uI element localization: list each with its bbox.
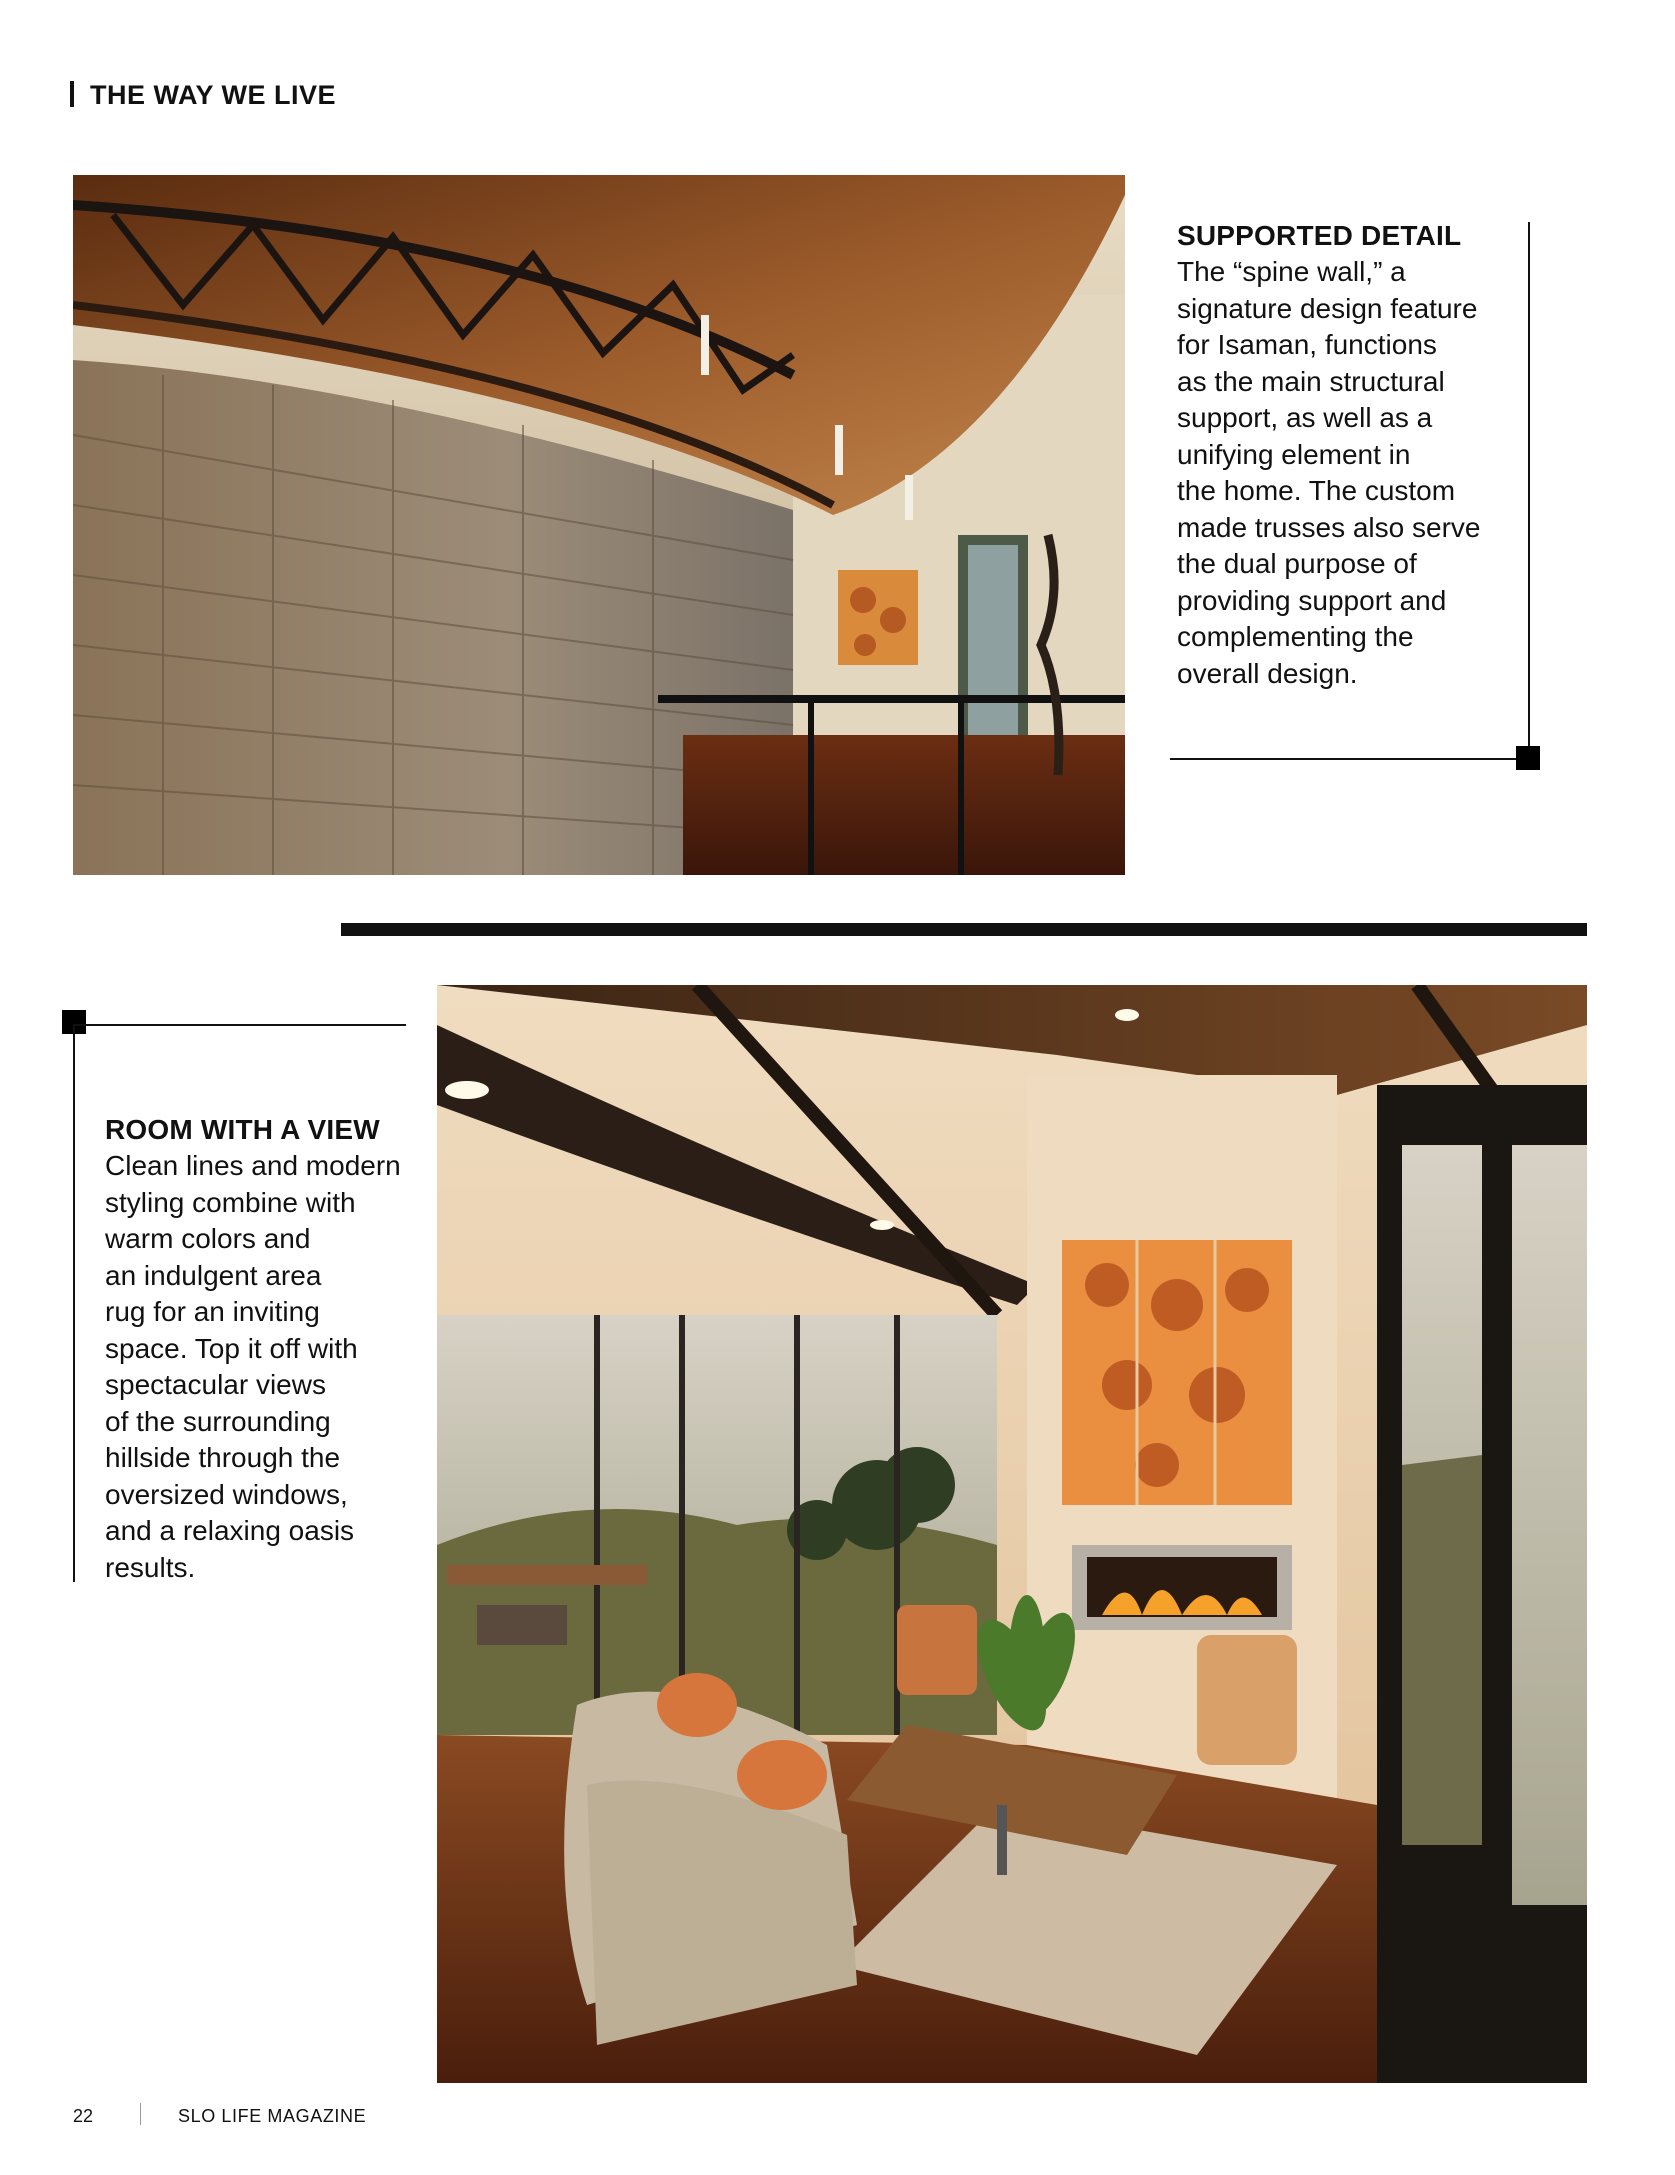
spine-wall-photo bbox=[73, 175, 1125, 875]
magazine-name: SLO LIFE MAGAZINE bbox=[178, 2106, 367, 2126]
caption-bracket-horizontal bbox=[1170, 758, 1530, 760]
bracket-square bbox=[1516, 746, 1540, 770]
section-divider bbox=[341, 923, 1587, 936]
caption-body: The “spine wall,” a signature design feature for Isaman, functions as the main structural support, as well as a unifying element in the home. The custom made trusses also serve the dual purpose of providing support and complementing the overall design. bbox=[1177, 256, 1481, 689]
caption-bracket-horizontal bbox=[74, 1024, 406, 1026]
caption-supported-detail bbox=[1177, 218, 1497, 692]
footer-divider bbox=[140, 2103, 141, 2125]
caption-room-with-a-view bbox=[105, 1112, 425, 1586]
section-title: THE WAY WE LIVE bbox=[90, 80, 337, 110]
caption-bracket-vertical bbox=[73, 1024, 75, 1582]
page-number: 22 bbox=[73, 2106, 94, 2126]
caption-title: SUPPORTED DETAIL bbox=[1177, 220, 1462, 251]
section-header bbox=[70, 80, 336, 111]
caption-title: ROOM WITH A VIEW bbox=[105, 1114, 380, 1145]
header-bar bbox=[70, 81, 74, 107]
caption-bracket-vertical bbox=[1528, 222, 1530, 757]
caption-body: Clean lines and modern styling combine with warm colors and an indulgent area rug for an inviting space. Top it off with spectacular views of the surrounding hillside through the oversized windows, and a relaxing oasis results. bbox=[105, 1150, 401, 1583]
living-room-photo bbox=[437, 985, 1587, 2083]
